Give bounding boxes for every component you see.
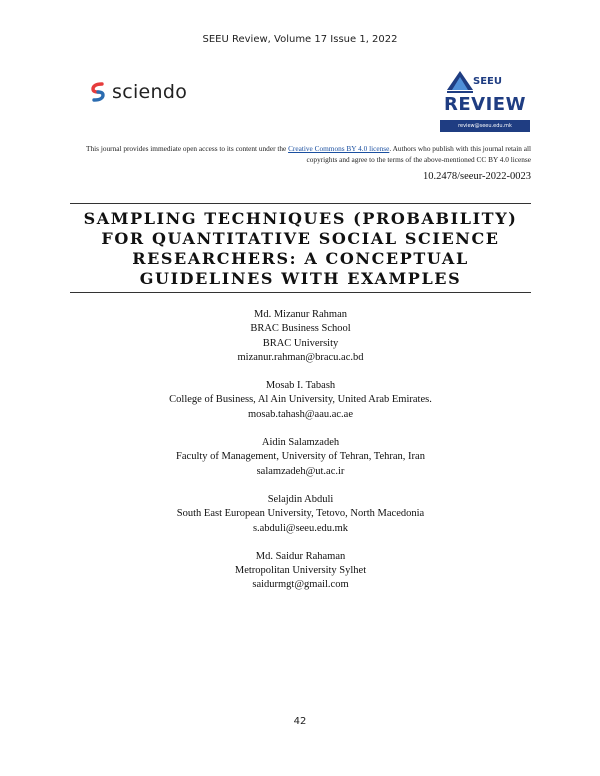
- author-affiliation: BRAC University: [262, 337, 339, 349]
- author-block: [70, 379, 531, 422]
- seeu-review-logo: [440, 70, 530, 132]
- title-bottom-rule: [70, 292, 531, 293]
- author-name: Md. Saidur Rahaman: [255, 550, 346, 562]
- seeu-text: SEEU: [473, 76, 502, 87]
- seeu-emblem-icon: [446, 70, 474, 94]
- author-name: Selajdin Abduli: [267, 493, 334, 505]
- author-email[interactable]: mosab.tahash@aau.ac.ae: [248, 408, 353, 420]
- author-affiliation: Faculty of Management, University of Tehran, Tehran, Iran: [176, 451, 425, 463]
- license-prefix: This journal provides immediate open access to its content under the: [86, 144, 289, 153]
- running-header: SEEU Review, Volume 17 Issue 1, 2022: [202, 34, 398, 45]
- author-affiliation: Metropolitan University Sylhet: [234, 565, 367, 577]
- title-top-rule: [70, 203, 531, 204]
- review-text: REVIEW: [444, 94, 526, 115]
- author-affiliation: South East European University, Tetovo, North Macedonia: [176, 508, 425, 520]
- sciendo-logo-mark-icon: [90, 81, 106, 103]
- license-suffix: . Authors who publish with this journal retain all copyrights and agree to the terms of the above-mentioned CC BY 4.0 license: [306, 144, 531, 164]
- author-email[interactable]: mizanur.rahman@bracu.ac.bd: [237, 351, 364, 363]
- sciendo-logo: [90, 79, 187, 105]
- author-block: [70, 436, 531, 479]
- author-list: [70, 308, 531, 607]
- author-email[interactable]: salamzadeh@ut.ac.ir: [256, 465, 345, 477]
- author-name: Aidin Salamzadeh: [261, 437, 340, 449]
- license-link[interactable]: Creative Commons BY 4.0 license: [288, 144, 390, 153]
- article-title: SAMPLING TECHNIQUES (PROBABILITY) FOR QUANTITATIVE SOCIAL SCIENCE RESEARCHERS: A CONCEPTUAL GUIDELINES WITH EXAMPLES: [83, 209, 518, 288]
- author-affiliation: BRAC Business School: [250, 323, 351, 335]
- doi: 10.2478/seeur-2022-0023: [423, 171, 531, 182]
- license-notice: [70, 144, 531, 165]
- author-block: [70, 493, 531, 536]
- author-name: Md. Mizanur Rahman: [253, 309, 348, 320]
- author-affiliation: College of Business, Al Ain University, United Arab Emirates.: [169, 394, 432, 406]
- author-name: Mosab I. Tabash: [265, 380, 336, 392]
- seeu-email-banner: review@seeu.edu.mk: [440, 120, 530, 132]
- author-email[interactable]: saidurmgt@gmail.com: [252, 579, 349, 591]
- page-number: 42: [293, 716, 307, 727]
- author-block: [70, 308, 531, 365]
- author-email[interactable]: s.abduli@seeu.edu.mk: [252, 522, 349, 534]
- sciendo-wordmark: sciendo: [112, 81, 188, 103]
- author-block: [70, 550, 531, 593]
